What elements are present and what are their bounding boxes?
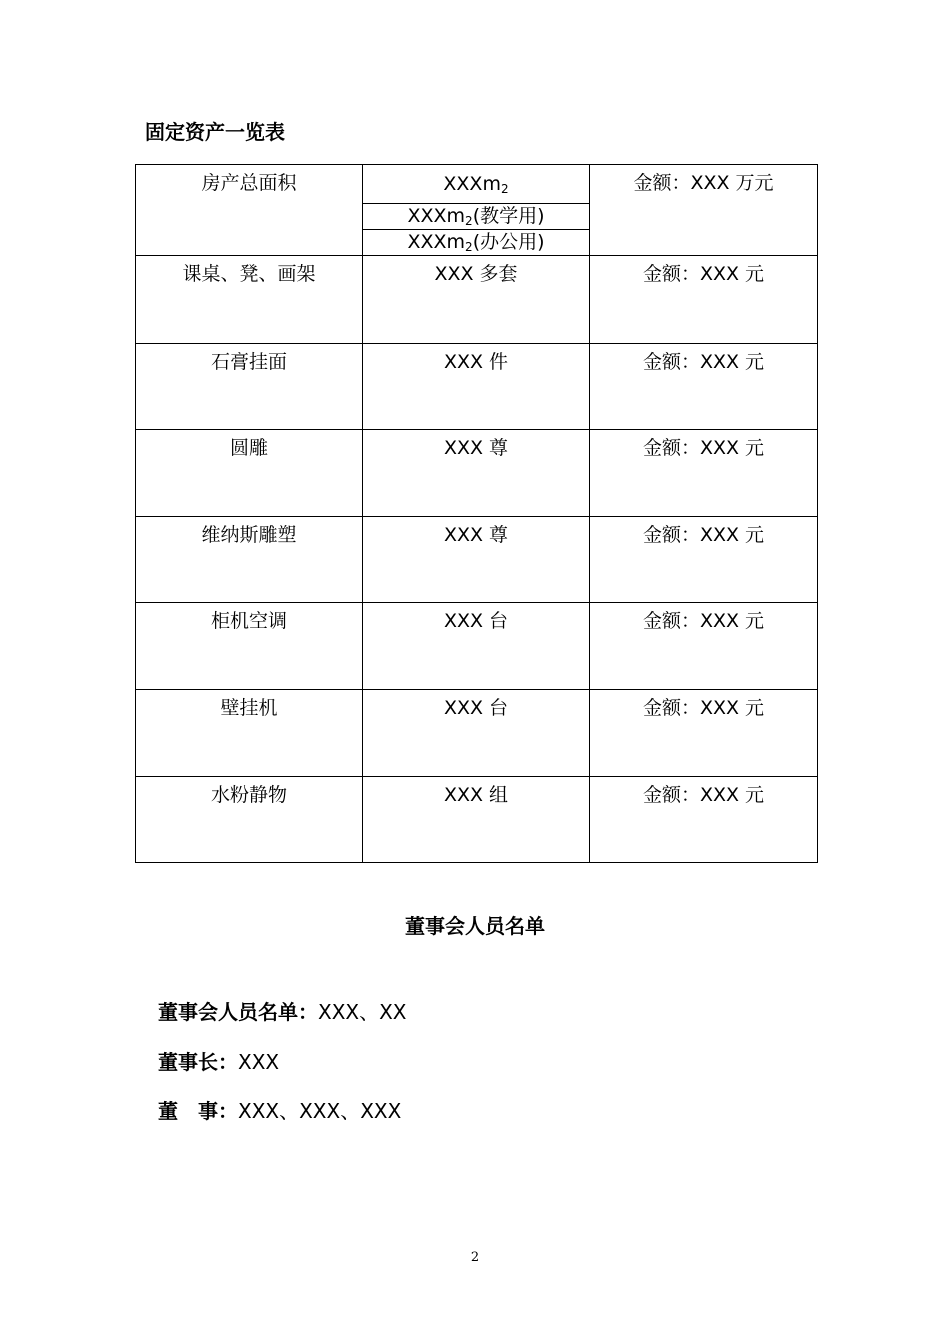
asset-amount-cell: 金额：XXX 元 [590, 256, 818, 344]
table-row [136, 256, 818, 344]
board-members-line [158, 998, 407, 1026]
chairman-value: XXX [238, 1050, 280, 1074]
table-row [136, 430, 818, 517]
asset-amount-cell: 金额：XXX 元 [590, 430, 818, 517]
asset-quantity-cell: XXX 尊 [363, 430, 590, 517]
table-row-area [136, 165, 818, 256]
asset-amount-cell: 金额：XXX 元 [590, 344, 818, 430]
board-members-label: 董事会人员名单： [158, 1000, 318, 1024]
table-row [136, 344, 818, 430]
asset-quantity-cell: XXX 台 [363, 603, 590, 690]
area-quantity-cell [363, 165, 590, 256]
area-total: XXXm2 [363, 165, 589, 204]
table-row [136, 517, 818, 603]
asset-name-cell: 柜机空调 [136, 603, 363, 690]
chairman-line [158, 1048, 279, 1076]
directors-line [158, 1097, 401, 1125]
asset-quantity-cell: XXX 组 [363, 777, 590, 863]
asset-name-cell: 壁挂机 [136, 690, 363, 777]
asset-amount-cell: 金额：XXX 元 [590, 603, 818, 690]
table-row [136, 690, 818, 777]
asset-quantity-cell: XXX 件 [363, 344, 590, 430]
asset-name-cell: 水粉静物 [136, 777, 363, 863]
asset-name-cell: 圆雕 [136, 430, 363, 517]
asset-amount-cell: 金额：XXX 元 [590, 517, 818, 603]
asset-name-cell: 房产总面积 [136, 165, 363, 256]
asset-quantity-cell: XXX 尊 [363, 517, 590, 603]
asset-amount-cell: 金额：XXX 元 [590, 690, 818, 777]
asset-quantity-cell: XXX 多套 [363, 256, 590, 344]
asset-table-title: 固定资产一览表 [145, 120, 285, 144]
asset-name-cell: 石膏挂面 [136, 344, 363, 430]
asset-name-cell: 课桌、凳、画架 [136, 256, 363, 344]
directors-value: XXX、XXX、XXX [238, 1099, 402, 1123]
table-row [136, 777, 818, 863]
asset-name-cell: 维纳斯雕塑 [136, 517, 363, 603]
board-heading: 董事会人员名单 [405, 914, 545, 938]
directors-label: 董 事： [158, 1099, 238, 1123]
table-row [136, 603, 818, 690]
asset-quantity-cell: XXX 台 [363, 690, 590, 777]
page-number: 2 [470, 1250, 480, 1265]
asset-amount-cell: 金额：XXX 万元 [590, 165, 818, 256]
asset-table [135, 164, 818, 863]
board-members-value: XXX、XX [318, 1000, 407, 1024]
chairman-label: 董事长： [158, 1050, 238, 1074]
area-office: XXXm2(办公用) [407, 231, 545, 254]
asset-amount-cell: 金额：XXX 元 [590, 777, 818, 863]
area-teaching: XXXm2(教学用) [363, 204, 589, 230]
